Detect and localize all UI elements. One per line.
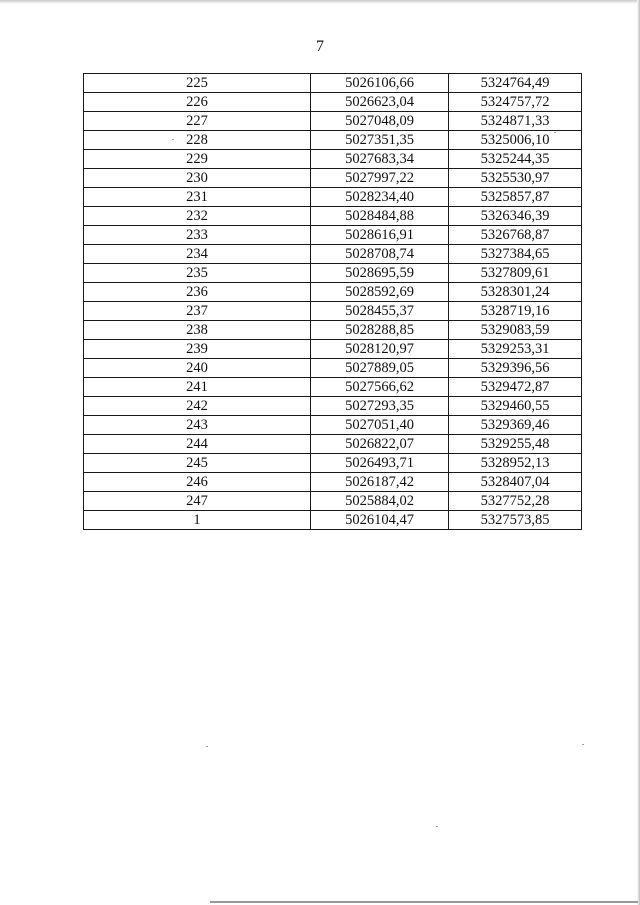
x-coordinate-cell: 5028288,85: [311, 321, 449, 340]
point-number-cell: 243: [84, 416, 311, 435]
table-row: [84, 245, 582, 264]
point-number-cell: 229: [84, 150, 311, 169]
point-number-cell: 225: [84, 74, 311, 93]
scan-speck: [582, 744, 584, 745]
y-coordinate-cell: 5329369,46: [449, 416, 582, 435]
x-coordinate-cell: 5026623,04: [311, 93, 449, 112]
coordinates-table: [83, 73, 582, 530]
table-row: [84, 454, 582, 473]
table-row: [84, 131, 582, 150]
scan-speck: [436, 826, 438, 827]
table-row: [84, 112, 582, 131]
x-coordinate-cell: 5027566,62: [311, 378, 449, 397]
y-coordinate-cell: 5328952,13: [449, 454, 582, 473]
y-coordinate-cell: 5328301,24: [449, 283, 582, 302]
y-coordinate-cell: 5329083,59: [449, 321, 582, 340]
x-coordinate-cell: 5027683,34: [311, 150, 449, 169]
point-number-cell: 230: [84, 169, 311, 188]
coordinates-table-body: [84, 74, 582, 530]
x-coordinate-cell: 5027048,09: [311, 112, 449, 131]
x-coordinate-cell: 5028120,97: [311, 340, 449, 359]
y-coordinate-cell: 5325244,35: [449, 150, 582, 169]
x-coordinate-cell: 5026187,42: [311, 473, 449, 492]
x-coordinate-cell: 5026106,66: [311, 74, 449, 93]
y-coordinate-cell: 5328719,16: [449, 302, 582, 321]
point-number-cell: 239: [84, 340, 311, 359]
scan-speck: [554, 132, 556, 133]
point-number-cell: 234: [84, 245, 311, 264]
point-number-cell: 1: [84, 511, 311, 530]
x-coordinate-cell: 5027889,05: [311, 359, 449, 378]
y-coordinate-cell: 5326768,87: [449, 226, 582, 245]
x-coordinate-cell: 5028695,59: [311, 264, 449, 283]
y-coordinate-cell: 5327752,28: [449, 492, 582, 511]
page-bottom-edge: [210, 901, 638, 903]
y-coordinate-cell: 5329460,55: [449, 397, 582, 416]
point-number-cell: 228: [84, 131, 311, 150]
point-number-cell: 227: [84, 112, 311, 131]
x-coordinate-cell: 5028455,37: [311, 302, 449, 321]
table-row: [84, 93, 582, 112]
table-row: [84, 378, 582, 397]
table-row: [84, 492, 582, 511]
table-row: [84, 435, 582, 454]
y-coordinate-cell: 5326346,39: [449, 207, 582, 226]
y-coordinate-cell: 5329253,31: [449, 340, 582, 359]
table-row: [84, 359, 582, 378]
point-number-cell: 237: [84, 302, 311, 321]
table-row: [84, 473, 582, 492]
table-row: [84, 188, 582, 207]
point-number-cell: 233: [84, 226, 311, 245]
point-number-cell: 244: [84, 435, 311, 454]
y-coordinate-cell: 5329396,56: [449, 359, 582, 378]
table-row: [84, 511, 582, 530]
scan-speck: [206, 746, 208, 747]
y-coordinate-cell: 5325530,97: [449, 169, 582, 188]
scan-speck: [172, 139, 174, 140]
x-coordinate-cell: 5028708,74: [311, 245, 449, 264]
point-number-cell: 238: [84, 321, 311, 340]
y-coordinate-cell: 5329472,87: [449, 378, 582, 397]
x-coordinate-cell: 5028616,91: [311, 226, 449, 245]
y-coordinate-cell: 5327573,85: [449, 511, 582, 530]
table-row: [84, 169, 582, 188]
y-coordinate-cell: 5327384,65: [449, 245, 582, 264]
x-coordinate-cell: 5026822,07: [311, 435, 449, 454]
point-number-cell: 235: [84, 264, 311, 283]
table-row: [84, 226, 582, 245]
y-coordinate-cell: 5328407,04: [449, 473, 582, 492]
point-number-cell: 226: [84, 93, 311, 112]
table-row: [84, 321, 582, 340]
point-number-cell: 246: [84, 473, 311, 492]
x-coordinate-cell: 5027293,35: [311, 397, 449, 416]
x-coordinate-cell: 5026104,47: [311, 511, 449, 530]
y-coordinate-cell: 5325006,10: [449, 131, 582, 150]
x-coordinate-cell: 5028484,88: [311, 207, 449, 226]
table-row: [84, 340, 582, 359]
y-coordinate-cell: 5324764,49: [449, 74, 582, 93]
x-coordinate-cell: 5027051,40: [311, 416, 449, 435]
x-coordinate-cell: 5026493,71: [311, 454, 449, 473]
x-coordinate-cell: 5028592,69: [311, 283, 449, 302]
point-number-cell: 231: [84, 188, 311, 207]
table-row: [84, 283, 582, 302]
point-number-cell: 247: [84, 492, 311, 511]
y-coordinate-cell: 5324757,72: [449, 93, 582, 112]
page-number: 7: [316, 38, 324, 55]
x-coordinate-cell: 5027351,35: [311, 131, 449, 150]
table-row: [84, 74, 582, 93]
x-coordinate-cell: 5027997,22: [311, 169, 449, 188]
point-number-cell: 242: [84, 397, 311, 416]
point-number-cell: 245: [84, 454, 311, 473]
table-row: [84, 397, 582, 416]
x-coordinate-cell: 5028234,40: [311, 188, 449, 207]
point-number-cell: 241: [84, 378, 311, 397]
point-number-cell: 236: [84, 283, 311, 302]
point-number-cell: 240: [84, 359, 311, 378]
table-row: [84, 302, 582, 321]
point-number-cell: 232: [84, 207, 311, 226]
y-coordinate-cell: 5325857,87: [449, 188, 582, 207]
table-row: [84, 207, 582, 226]
table-row: [84, 150, 582, 169]
table-row: [84, 416, 582, 435]
table-row: [84, 264, 582, 283]
y-coordinate-cell: 5327809,61: [449, 264, 582, 283]
page-top-edge: [0, 0, 640, 4]
y-coordinate-cell: 5324871,33: [449, 112, 582, 131]
x-coordinate-cell: 5025884,02: [311, 492, 449, 511]
y-coordinate-cell: 5329255,48: [449, 435, 582, 454]
